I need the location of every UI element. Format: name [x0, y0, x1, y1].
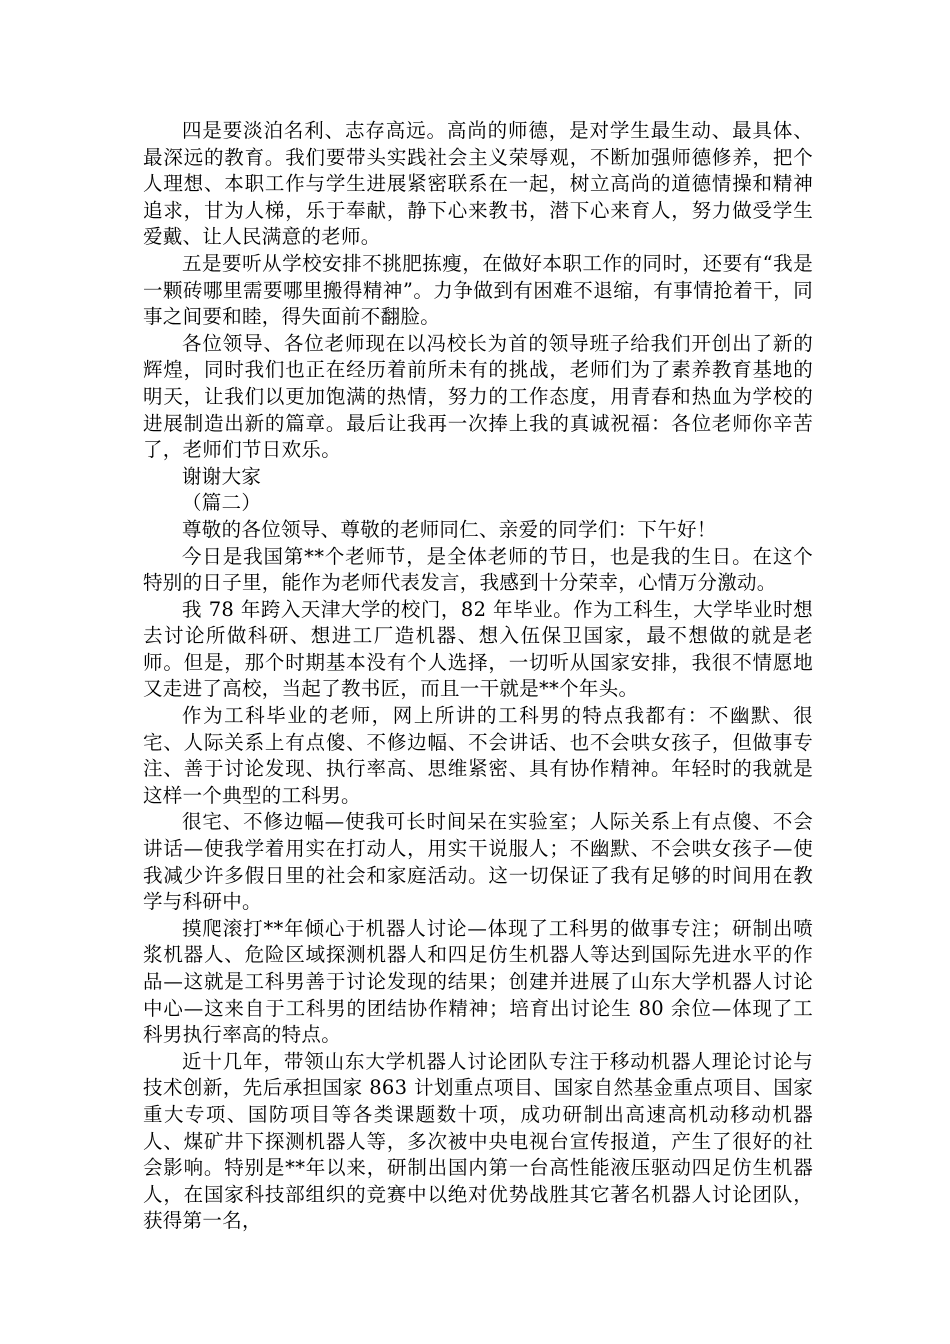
paragraph-11: 摸爬滚打**年倾心于机器人讨论—体现了工科男的做事专注；研制出喷浆机器人、危险区域探测机器人和四足仿生机器人等达到国际先进水平的作品—这就是工科男善于讨论发现的结果；创建并进展了山东大学机器人讨论中心—这来自于工科男的团结协作精神；培育出讨论生 80 余位—体现了工科男执行率高的特点。 — [143, 916, 813, 1047]
greeting: 尊敬的各位领导、尊敬的老师同仁、亲爱的同学们：下午好！ — [182, 517, 717, 541]
paragraph-8: 我 78 年跨入天津大学的校门，82 年毕业。作为工科生，大学毕业时想去讨论所做科研、想进工厂造机器、想入伍保卫国家，最不想做的就是老师。但是，那个时期基本没有个人选择，一切听从国家安排，我很不情愿地又走进了高校，当起了教书匠，而且一干就是**个年头。 — [143, 597, 813, 701]
closing-thanks: 谢谢大家 — [182, 464, 262, 488]
paragraph-3: 各位领导、各位老师现在以冯校长为首的领导班子给我们开创出了新的辉煌，同时我们也正在经历着前所未有的挑战，老师们为了素养教育基地的明天，让我们以更加饱满的热情，努力的工作态度，用青春和热血为学校的进展制造出新的篇章。最后让我再一次捧上我的真诚祝福：各位老师你辛苦了，老师们节日欢乐。 — [143, 331, 813, 462]
paragraph-12: 近十几年，带领山东大学机器人讨论团队专注于移动机器人理论讨论与技术创新，先后承担国家 863 计划重点项目、国家自然基金重点项目、国家重大专项、国防项目等各类课题数十项，成功研制出高速高机动移动机器人、煤矿井下探测机器人等，多次被中央电视台宣传报道，产生了很好的社会影响。特别是**年以来，研制出国内第一台高性能液压驱动四足仿生机器人，在国家科技部组织的竞赛中以绝对优势战胜其它著名机器人讨论团队，获得第一名， — [143, 1049, 813, 1233]
paragraph-2: 五是要听从学校安排不挑肥拣瘦，在做好本职工作的同时，还要有“我是一颗砖哪里需要哪里搬得精神”。力争做到有困难不退缩，有事情抢着干，同事之间要和睦，得失面前不翻脸。 — [143, 251, 813, 329]
document-page — [143, 118, 813, 1235]
paragraph-10: 很宅、不修边幅—使我可长时间呆在实验室；人际关系上有点傻、不会讲话—使我学着用实在打动人，用实干说服人；不幽默、不会哄女孩子—使我减少许多假日里的社会和家庭活动。这一切保证了我有足够的时间用在教学与科研中。 — [143, 810, 813, 914]
paragraph-1: 四是要淡泊名利、志存高远。高尚的师德，是对学生最生动、最具体、最深远的教育。我们要带头实践社会主义荣辱观，不断加强师德修养，把个人理想、本职工作与学生进展紧密联系在一起，树立高尚的道德情操和精神追求，甘为人梯，乐于奉献，静下心来教书，潜下心来育人，努力做受学生爱戴、让人民满意的老师。 — [143, 119, 813, 249]
section-heading: （篇二） — [182, 491, 262, 515]
paragraph-9: 作为工科毕业的老师，网上所讲的工科男的特点我都有：不幽默、很宅、人际关系上有点傻、不修边幅、不会讲话、也不会哄女孩子，但做事专注、善于讨论发现、执行率高、思维紧密、具有协作精神。年轻时的我就是这样一个典型的工科男。 — [143, 704, 813, 807]
paragraph-7: 今日是我国第**个老师节，是全体老师的节日，也是我的生日。在这个特别的日子里，能作为老师代表发言，我感到十分荣幸，心情万分激动。 — [143, 544, 813, 595]
